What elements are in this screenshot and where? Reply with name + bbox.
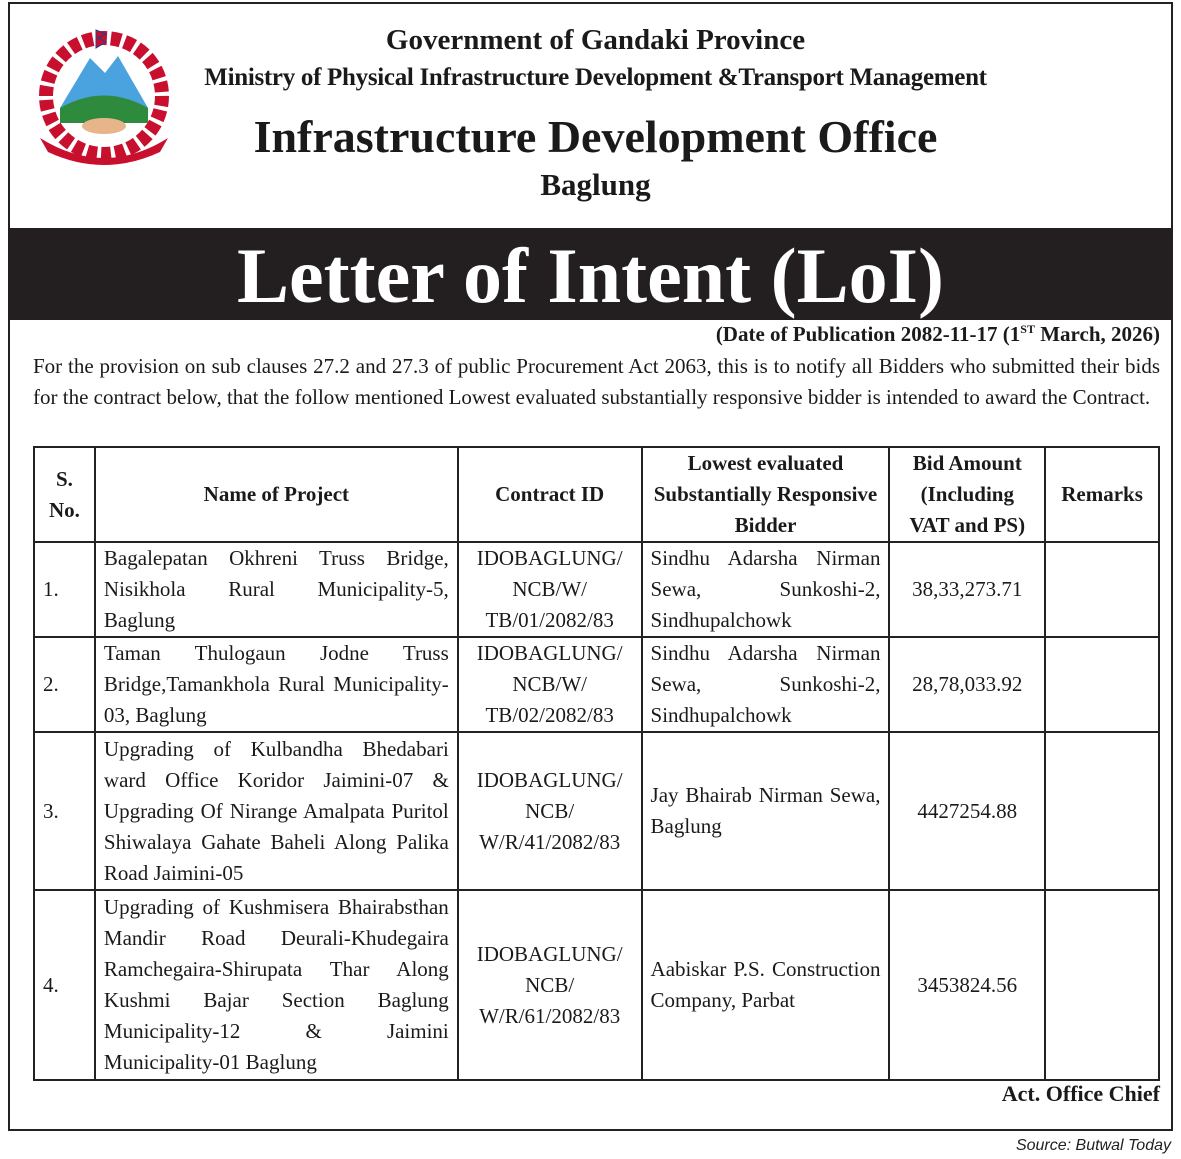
- ministry-name: Ministry of Physical Infrastructure Development &Transport Management: [204, 64, 987, 91]
- cell-remarks: [1045, 732, 1159, 890]
- notice-title: Letter of Intent (LoI): [8, 228, 1173, 320]
- cell-bidder: Jay Bhairab Nirman Sewa, Baglung: [642, 732, 890, 890]
- cell-bidder: Sindhu Adarsha Nirman Sewa, Sunkoshi-2, Sindhupalchowk: [642, 637, 890, 732]
- cell-remarks: [1045, 637, 1159, 732]
- cell-project: Upgrading of Kulbandha Bhedabari ward Office Koridor Jaimini-07 & Upgrading Of Nirange Amalpata Puritol Shiwalaya Gahate Baheli Along Palika Road Jaimini-05: [95, 732, 458, 890]
- table-row: [34, 637, 1159, 732]
- cell-bidder: Aabiskar P.S. Construction Company, Parbat: [642, 890, 890, 1080]
- cell-project: Taman Thulogaun Jodne Truss Bridge,Tamankhola Rural Municipality-03, Baglung: [95, 637, 458, 732]
- header-project: Name of Project: [95, 447, 458, 542]
- publication-date: (Date of Publication 2082-11-17 (1ST March, 2026): [715, 322, 1160, 346]
- cell-contract: IDOBAGLUNG/ NCB/W/ TB/02/2082/83: [458, 637, 642, 732]
- cell-project: Bagalepatan Okhreni Truss Bridge, Nisikhola Rural Municipality-5, Baglung: [95, 542, 458, 637]
- cell-bidder: Sindhu Adarsha Nirman Sewa, Sunkoshi-2, Sindhupalchowk: [642, 542, 890, 637]
- cell-amount: 28,78,033.92: [889, 637, 1045, 732]
- office-location: Baglung: [540, 167, 651, 202]
- header-amount: Bid Amount (Including VAT and PS): [889, 447, 1045, 542]
- government-name: Government of Gandaki Province: [385, 24, 806, 56]
- table-header-row: [34, 447, 1159, 542]
- cell-sn: 4.: [34, 890, 95, 1080]
- cell-sn: 2.: [34, 637, 95, 732]
- cell-project: Upgrading of Kushmisera Bhairabsthan Mandir Road Deurali-Khudegaira Ramchegaira-Shirupata Thar Along Kushmi Bajar Section Baglung Municipality-12 & Jaimini Municipality-01 Baglung: [95, 890, 458, 1080]
- cell-contract: IDOBAGLUNG/ NCB/ W/R/61/2082/83: [458, 890, 642, 1080]
- signature: Act. Office Chief: [1001, 1081, 1160, 1106]
- intro-paragraph: For the provision on sub clauses 27.2 and 27.3 of public Procurement Act 2063, this is to notify all Bidders who submitted their bids for the contract below, that the follow mentioned Lowest evaluated substantially responsive bidder is intended to award the Contract.: [33, 354, 1160, 409]
- cell-remarks: [1045, 890, 1159, 1080]
- cell-amount: 4427254.88: [889, 732, 1045, 890]
- office-name: Infrastructure Development Office: [253, 111, 938, 162]
- source-credit: Source: Butwal Today: [1015, 1137, 1171, 1154]
- header-sn: S. No.: [34, 447, 95, 542]
- cell-sn: 1.: [34, 542, 95, 637]
- loi-table: [33, 446, 1160, 1081]
- header-remarks: Remarks: [1045, 447, 1159, 542]
- table-row: [34, 732, 1159, 890]
- cell-amount: 38,33,273.71: [889, 542, 1045, 637]
- table-row: [34, 542, 1159, 637]
- cell-remarks: [1045, 542, 1159, 637]
- cell-amount: 3453824.56: [889, 890, 1045, 1080]
- table-row: [34, 890, 1159, 1080]
- header-bidder: Lowest evaluated Substantially Responsive Bidder: [642, 447, 890, 542]
- header-contract: Contract ID: [458, 447, 642, 542]
- cell-sn: 3.: [34, 732, 95, 890]
- cell-contract: IDOBAGLUNG/ NCB/W/ TB/01/2082/83: [458, 542, 642, 637]
- cell-contract: IDOBAGLUNG/ NCB/ W/R/41/2082/83: [458, 732, 642, 890]
